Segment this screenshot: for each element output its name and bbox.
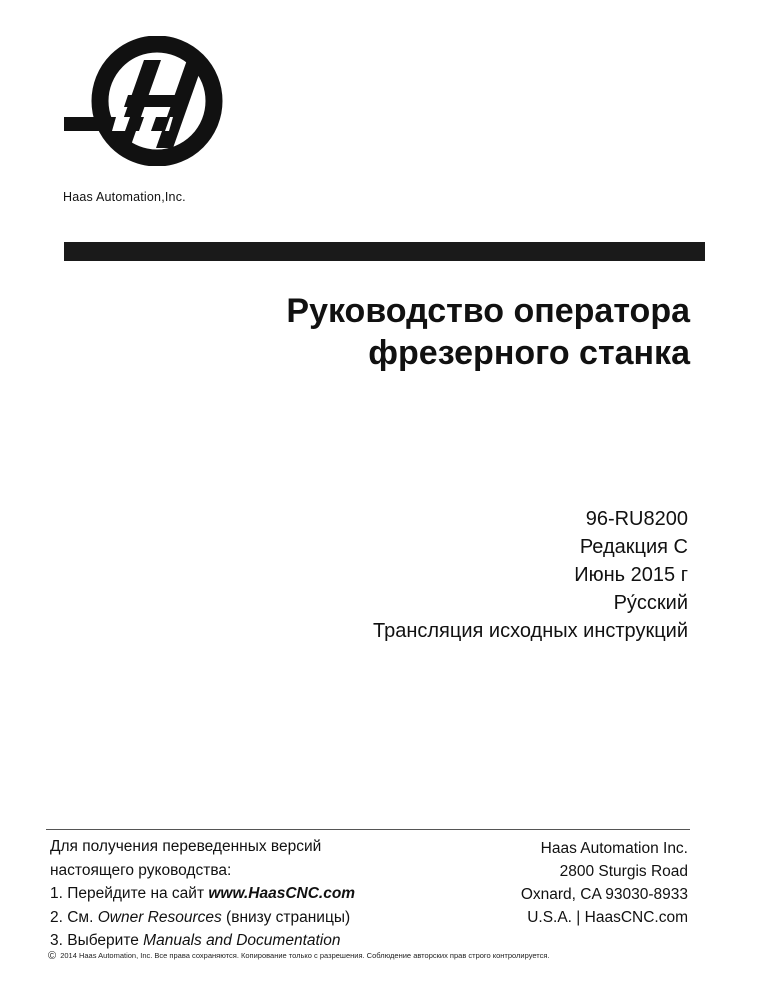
step-2-prefix: 2. См. [50,908,98,926]
copyright-notice [48,950,550,962]
title-divider-bar [64,242,705,261]
document-number: 96-RU8200 [585,508,688,530]
address-street: 2800 Sturgis Road [559,863,688,880]
title-line-2: фрезерного станка [368,334,690,372]
owner-resources-label: Owner Resources [97,908,222,926]
haas-logo-icon [60,36,235,166]
instructions-intro-2: настоящего руководства: [50,861,232,879]
instruction-step-2 [50,906,355,930]
haascnc-link[interactable]: www.HaasCNC.com [208,885,356,902]
address-country-site: U.S.A. | HaasCNC.com [527,909,688,926]
manuals-label: Manuals and Documentation [143,932,341,949]
revision: Редакция C [579,536,688,558]
footer-divider [46,829,690,830]
address-company: Haas Automation Inc. [540,840,688,857]
step-1-text: 1. Перейдите на сайт [50,885,209,902]
step-2-suffix: (внизу страницы) [221,908,351,926]
instruction-step-1 [50,882,355,906]
translation-instructions [50,835,355,953]
company-address [521,837,688,929]
instructions-intro-1: Для получения переведенных версий [50,838,322,855]
logo-caption: Haas Automation,Inc. [63,190,186,204]
language: Ру́сский [613,592,688,614]
document-info [373,505,688,645]
step-3-prefix: 3. Выберите [50,932,144,949]
publication-date: Июнь 2015 г [574,564,688,586]
copyright-text: 2014 Haas Automation, Inc. Все права сохраняются. Копирование только с разрешения. Соблюдение авторских прав строго контролируется. [60,951,550,960]
copyright-symbol: © [48,950,57,962]
title-line-1: Руководство оператора [286,292,690,330]
address-city: Oxnard, CA 93030-8933 [520,886,688,903]
instruction-step-3 [50,929,355,953]
manual-title [286,290,690,374]
translation-note: Трансляция исходных инструкций [373,620,688,642]
